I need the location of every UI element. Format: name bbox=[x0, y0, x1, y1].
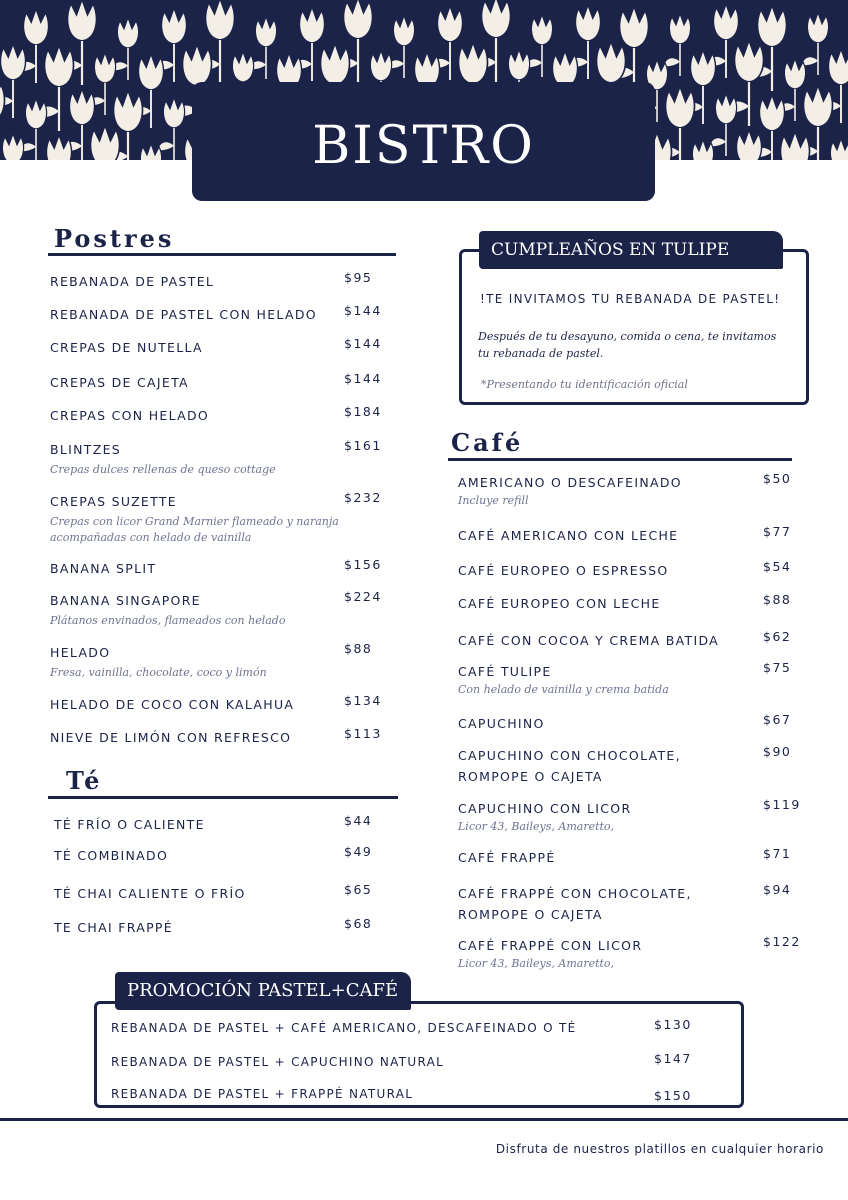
item-price: $113 bbox=[344, 726, 382, 741]
item-name: CAFÉ FRAPPÉ CON LICOR bbox=[458, 938, 643, 953]
item-name: NIEVE DE LIMÓN CON REFRESCO bbox=[50, 730, 292, 745]
item-price: $71 bbox=[763, 846, 792, 861]
footer-text: Disfruta de nuestros platillos en cualquier horario bbox=[495, 1142, 824, 1156]
birthday-tab: CUMPLEAÑOS EN TULIPE bbox=[479, 231, 783, 269]
title-box bbox=[192, 82, 655, 201]
birthday-box bbox=[459, 249, 809, 405]
item-name: CAFÉ CON COCOA Y CREMA BATIDA bbox=[458, 633, 720, 648]
item-price: $144 bbox=[344, 336, 382, 351]
item-price: $147 bbox=[654, 1051, 692, 1066]
postres-rule bbox=[48, 253, 396, 256]
item-price: $184 bbox=[344, 404, 382, 419]
item-name: CAFÉ FRAPPÉ CON CHOCOLATE, bbox=[458, 886, 692, 901]
item-price: $144 bbox=[344, 303, 382, 318]
item-name: REBANADA DE PASTEL CON HELADO bbox=[50, 307, 317, 322]
item-name-line-2: ROMPOPE O CAJETA bbox=[458, 907, 603, 922]
item-price: $224 bbox=[344, 589, 382, 604]
item-description: Plátanos envinados, flameados con helado bbox=[50, 614, 286, 627]
item-price: $232 bbox=[344, 490, 382, 505]
item-price: $94 bbox=[763, 882, 792, 897]
item-name: TÉ CHAI CALIENTE O FRÍO bbox=[54, 886, 246, 901]
birthday-body-1: Después de tu desayuno, comida o cena, te invitamos bbox=[478, 330, 777, 343]
item-price: $144 bbox=[344, 371, 382, 386]
item-name: TÉ COMBINADO bbox=[54, 848, 169, 863]
item-price: $95 bbox=[344, 270, 373, 285]
item-name: HELADO DE COCO CON KALAHUA bbox=[50, 697, 295, 712]
item-name: CAFÉ TULIPE bbox=[458, 664, 552, 679]
item-name: REBANADA DE PASTEL + CAFÉ AMERICANO, DESCAFEINADO O TÉ bbox=[111, 1021, 577, 1035]
item-description: Licor 43, Baileys, Amaretto, bbox=[458, 957, 615, 970]
item-price: $68 bbox=[344, 916, 373, 931]
item-name: BANANA SINGAPORE bbox=[50, 593, 201, 608]
birthday-body-2: tu rebanada de pastel. bbox=[478, 347, 604, 360]
item-price: $75 bbox=[763, 660, 792, 675]
item-price: $54 bbox=[763, 559, 792, 574]
item-price: $65 bbox=[344, 882, 373, 897]
item-name: CAFÉ AMERICANO CON LECHE bbox=[458, 528, 679, 543]
item-name: CAPUCHINO CON CHOCOLATE, bbox=[458, 748, 681, 763]
te-rule bbox=[48, 796, 398, 799]
item-name: CREPAS CON HELADO bbox=[50, 408, 210, 423]
item-description: Con helado de vainilla y crema batida bbox=[458, 683, 669, 696]
item-name: TÉ FRÍO O CALIENTE bbox=[54, 817, 205, 832]
item-price: $161 bbox=[344, 438, 382, 453]
item-name: CAPUCHINO CON LICOR bbox=[458, 801, 632, 816]
item-price: $50 bbox=[763, 471, 792, 486]
item-name: CREPAS DE NUTELLA bbox=[50, 340, 203, 355]
item-price: $49 bbox=[344, 844, 373, 859]
item-name: CREPAS SUZETTE bbox=[50, 494, 177, 509]
item-description: Fresa, vainilla, chocolate, coco y limón bbox=[50, 666, 267, 679]
item-name: TE CHAI FRAPPÉ bbox=[54, 920, 173, 935]
item-price: $77 bbox=[763, 524, 792, 539]
item-price: $130 bbox=[654, 1017, 692, 1032]
item-price: $119 bbox=[763, 797, 801, 812]
item-name: BLINTZES bbox=[50, 442, 122, 457]
promo-tab: PROMOCIÓN PASTEL+CAFÉ bbox=[115, 972, 411, 1010]
item-description: Licor 43, Baileys, Amaretto, bbox=[458, 820, 615, 833]
cafe-rule bbox=[448, 458, 792, 461]
item-price: $134 bbox=[344, 693, 382, 708]
cafe-title: Café bbox=[451, 428, 524, 457]
item-price: $150 bbox=[654, 1088, 692, 1103]
item-name: REBANADA DE PASTEL bbox=[50, 274, 215, 289]
item-description: Incluye refill bbox=[458, 494, 529, 507]
item-description: Crepas con licor Grand Marnier flameado y naranja bbox=[50, 515, 339, 528]
item-name-line-2: ROMPOPE O CAJETA bbox=[458, 769, 603, 784]
item-name: CAFÉ EUROPEO CON LECHE bbox=[458, 596, 661, 611]
item-name: CAPUCHINO bbox=[458, 716, 545, 731]
item-price: $88 bbox=[763, 592, 792, 607]
item-price: $122 bbox=[763, 934, 801, 949]
item-description-line-2: acompañadas con helado de vainilla bbox=[50, 531, 252, 544]
item-name: REBANADA DE PASTEL + CAPUCHINO NATURAL bbox=[111, 1055, 445, 1069]
item-name: HELADO bbox=[50, 645, 111, 660]
footer-rule bbox=[0, 1118, 848, 1121]
item-price: $62 bbox=[763, 629, 792, 644]
item-name: CREPAS DE CAJETA bbox=[50, 375, 189, 390]
item-description: Crepas dulces rellenas de queso cottage bbox=[50, 463, 276, 476]
item-price: $44 bbox=[344, 813, 373, 828]
birthday-note: *Presentando tu identificación oficial bbox=[481, 378, 688, 391]
te-title: Té bbox=[66, 766, 103, 795]
item-name: AMERICANO O DESCAFEINADO bbox=[458, 475, 682, 490]
item-name: BANANA SPLIT bbox=[50, 561, 157, 576]
item-name: CAFÉ EUROPEO O ESPRESSO bbox=[458, 563, 669, 578]
postres-title: Postres bbox=[54, 224, 175, 253]
item-price: $156 bbox=[344, 557, 382, 572]
item-price: $88 bbox=[344, 641, 373, 656]
item-price: $90 bbox=[763, 744, 792, 759]
page-title: BISTRO bbox=[312, 116, 535, 176]
item-price: $67 bbox=[763, 712, 792, 727]
item-name: CAFÉ FRAPPÉ bbox=[458, 850, 556, 865]
birthday-headline: !TE INVITAMOS TU REBANADA DE PASTEL! bbox=[480, 292, 781, 306]
item-name: REBANADA DE PASTEL + FRAPPÉ NATURAL bbox=[111, 1087, 414, 1101]
